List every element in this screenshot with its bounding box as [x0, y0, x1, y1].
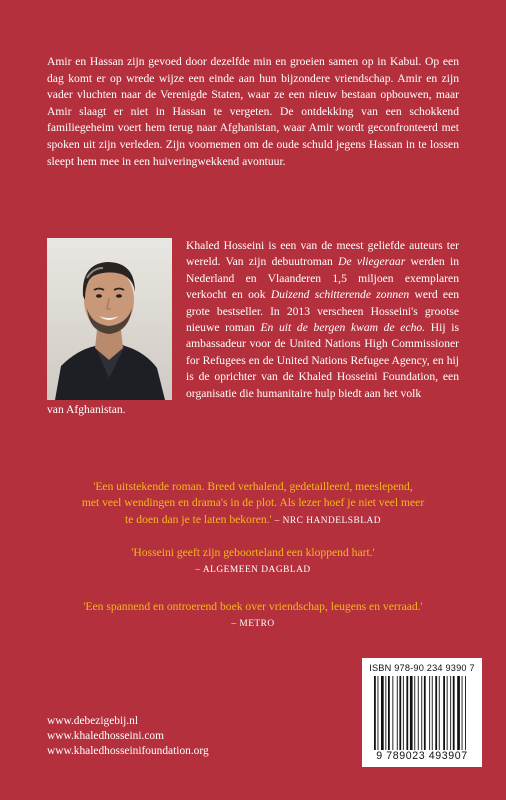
author-bio-continued: van Afghanistan.	[47, 403, 126, 416]
quote-source: – METRO	[231, 619, 275, 630]
review-quote-ad: 'Hosseini geeft zijn geboorteland een kloppend hart.' – ALGEMEEN DAGBLAD	[131, 546, 375, 576]
book-title-duizend-schitterende-zonnen: Duizend schitterende zonnen	[270, 288, 410, 302]
ean-digits: 9 789023 493907	[376, 750, 468, 762]
barcode-bars	[374, 676, 470, 750]
author-bio: Khaled Hosseini is een van de meest geliefde auteurs ter wereld. Van zijn debuutroman De vliegeraar werden in Nederland en Vlaanderen 1,5 miljoen exemplaren verkocht en ook Duizend schitterende zonnen werd een grote bestseller. In 2013 verscheen Hosseini's grootse nieuwe roman En uit de bergen kwam de echo. Hij is ambassadeur voor de United Nations High Commissioner for Refugees en de United Nations Refugee Agency, en hij is de oprichter van de Khaled Hosseini Foundation, een organisatie die humanitaire hulp biedt aan het volk	[186, 239, 460, 400]
isbn-barcode	[362, 658, 482, 767]
isbn-label: ISBN 978-90 234 9390 7	[369, 663, 475, 673]
link-khaledhosseinifoundation[interactable]: www.khaledhosseinifoundation.org	[47, 745, 209, 758]
website-links	[47, 714, 209, 760]
quote-source: – ALGEMEEN DAGBLAD	[195, 565, 311, 576]
link-khaledhosseini[interactable]: www.khaledhosseini.com	[47, 730, 164, 743]
author-photo	[47, 238, 172, 400]
review-quote-nrc: 'Een uitstekende roman. Breed verhalend, gedetailleerd, meeslepend, met veel wendingen en drama's in de plot. Als lezer hoef je niet veel meer te doen dan je te laten bekoren.' – NRC HANDELSBLAD	[81, 480, 425, 526]
review-quote-metro: 'Een spannend en ontroerend boek over vriendschap, leugens en verraad.' – METRO	[83, 600, 423, 630]
book-title-de-vliegeraar: De vliegeraar	[338, 255, 406, 269]
book-title-en-uit-de-bergen: En uit de bergen kwam de echo.	[260, 321, 426, 335]
synopsis-text: Amir en Hassan zijn gevoed door dezelfde min en groeien samen op in Kabul. Op een dag komt er op wrede wijze een einde aan hun bijzondere vriendschap. Amir en zijn vader vluchten naar de Verenigde Staten, waar ze een nieuw bestaan opbouwen, maar Amir slaagt er niet in Hassan te vergeten. De ontdekking van een schokkend familiegeheim voert hem terug naar Afghanistan, waar Amir wordt geconfronteerd met spoken uit zijn verleden. Zijn voornemen om de oude schuld jegens Hassan in te lossen sleept hem mee in een huiveringwekkend avontuur.	[47, 55, 459, 168]
link-debezigebij[interactable]: www.debezigebij.nl	[47, 715, 138, 727]
quote-source: – NRC HANDELSBLAD	[274, 515, 381, 526]
